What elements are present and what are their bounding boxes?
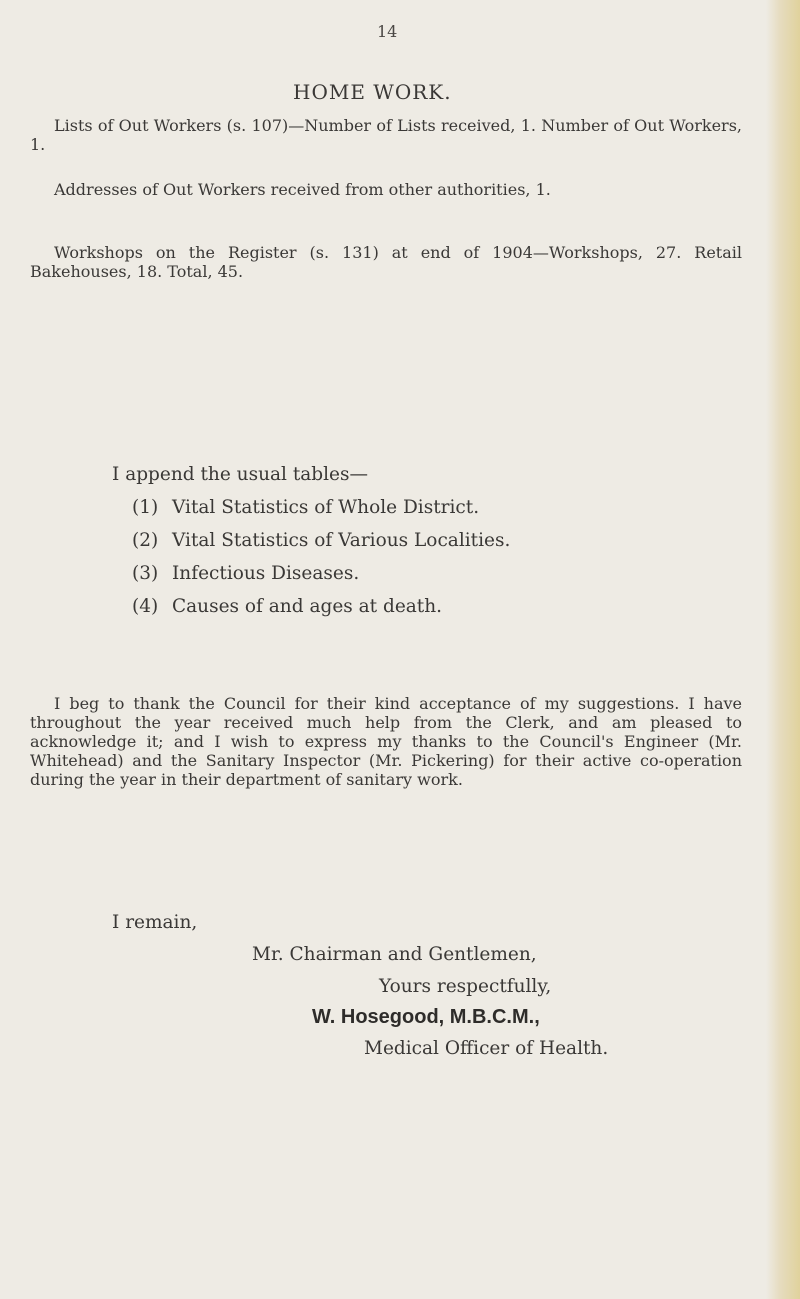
paragraph-out-workers-addresses: Addresses of Out Workers received from other authorities, 1. xyxy=(54,180,551,199)
tables-list xyxy=(132,491,510,623)
paragraph-out-workers-lists: Lists of Out Workers (s. 107)—Number of Lists received, 1. Number of Out Workers, 1. xyxy=(30,116,742,154)
list-item xyxy=(132,590,510,623)
page-edge-shadow xyxy=(766,0,800,1299)
paragraph-workshops: Workshops on the Register (s. 131) at end of 1904—Workshops, 27. Retail Bakehouses, 18. Total, 45. xyxy=(30,243,742,281)
signatory-title: Medical Officer of Health. xyxy=(364,1038,609,1059)
list-item xyxy=(132,524,510,557)
list-item-label: Vital Statistics of Whole District. xyxy=(172,497,480,518)
list-item xyxy=(132,491,510,524)
closing-yours: Yours respectfully, xyxy=(379,976,552,997)
list-item-number: (1) xyxy=(132,497,159,518)
closing-remain: I remain, xyxy=(112,912,198,933)
closing-salutation: Mr. Chairman and Gentlemen, xyxy=(252,944,537,965)
list-item-number: (4) xyxy=(132,596,159,617)
list-item-label: Vital Statistics of Various Localities. xyxy=(172,530,511,551)
tables-intro: I append the usual tables— xyxy=(112,464,368,485)
page-number: 14 xyxy=(377,22,398,41)
paragraph-thanks: I beg to thank the Council for their kind acceptance of my suggestions. I have throughout the year received much help from the Clerk, and am pleased to acknowledge it; and I wish to express my thanks to the Council's Engineer (Mr. Whitehead) and the Sanitary Inspector (Mr. Pickering) for their active co-operation during the year in their department of sanitary work. xyxy=(30,694,742,789)
list-item-label: Infectious Diseases. xyxy=(172,563,360,584)
list-item-number: (3) xyxy=(132,563,159,584)
section-heading: HOME WORK. xyxy=(293,80,452,104)
list-item-number: (2) xyxy=(132,530,159,551)
list-item xyxy=(132,557,510,590)
signature: W. Hosegood, M.B.C.M., xyxy=(312,1006,540,1028)
list-item-label: Causes of and ages at death. xyxy=(172,596,443,617)
